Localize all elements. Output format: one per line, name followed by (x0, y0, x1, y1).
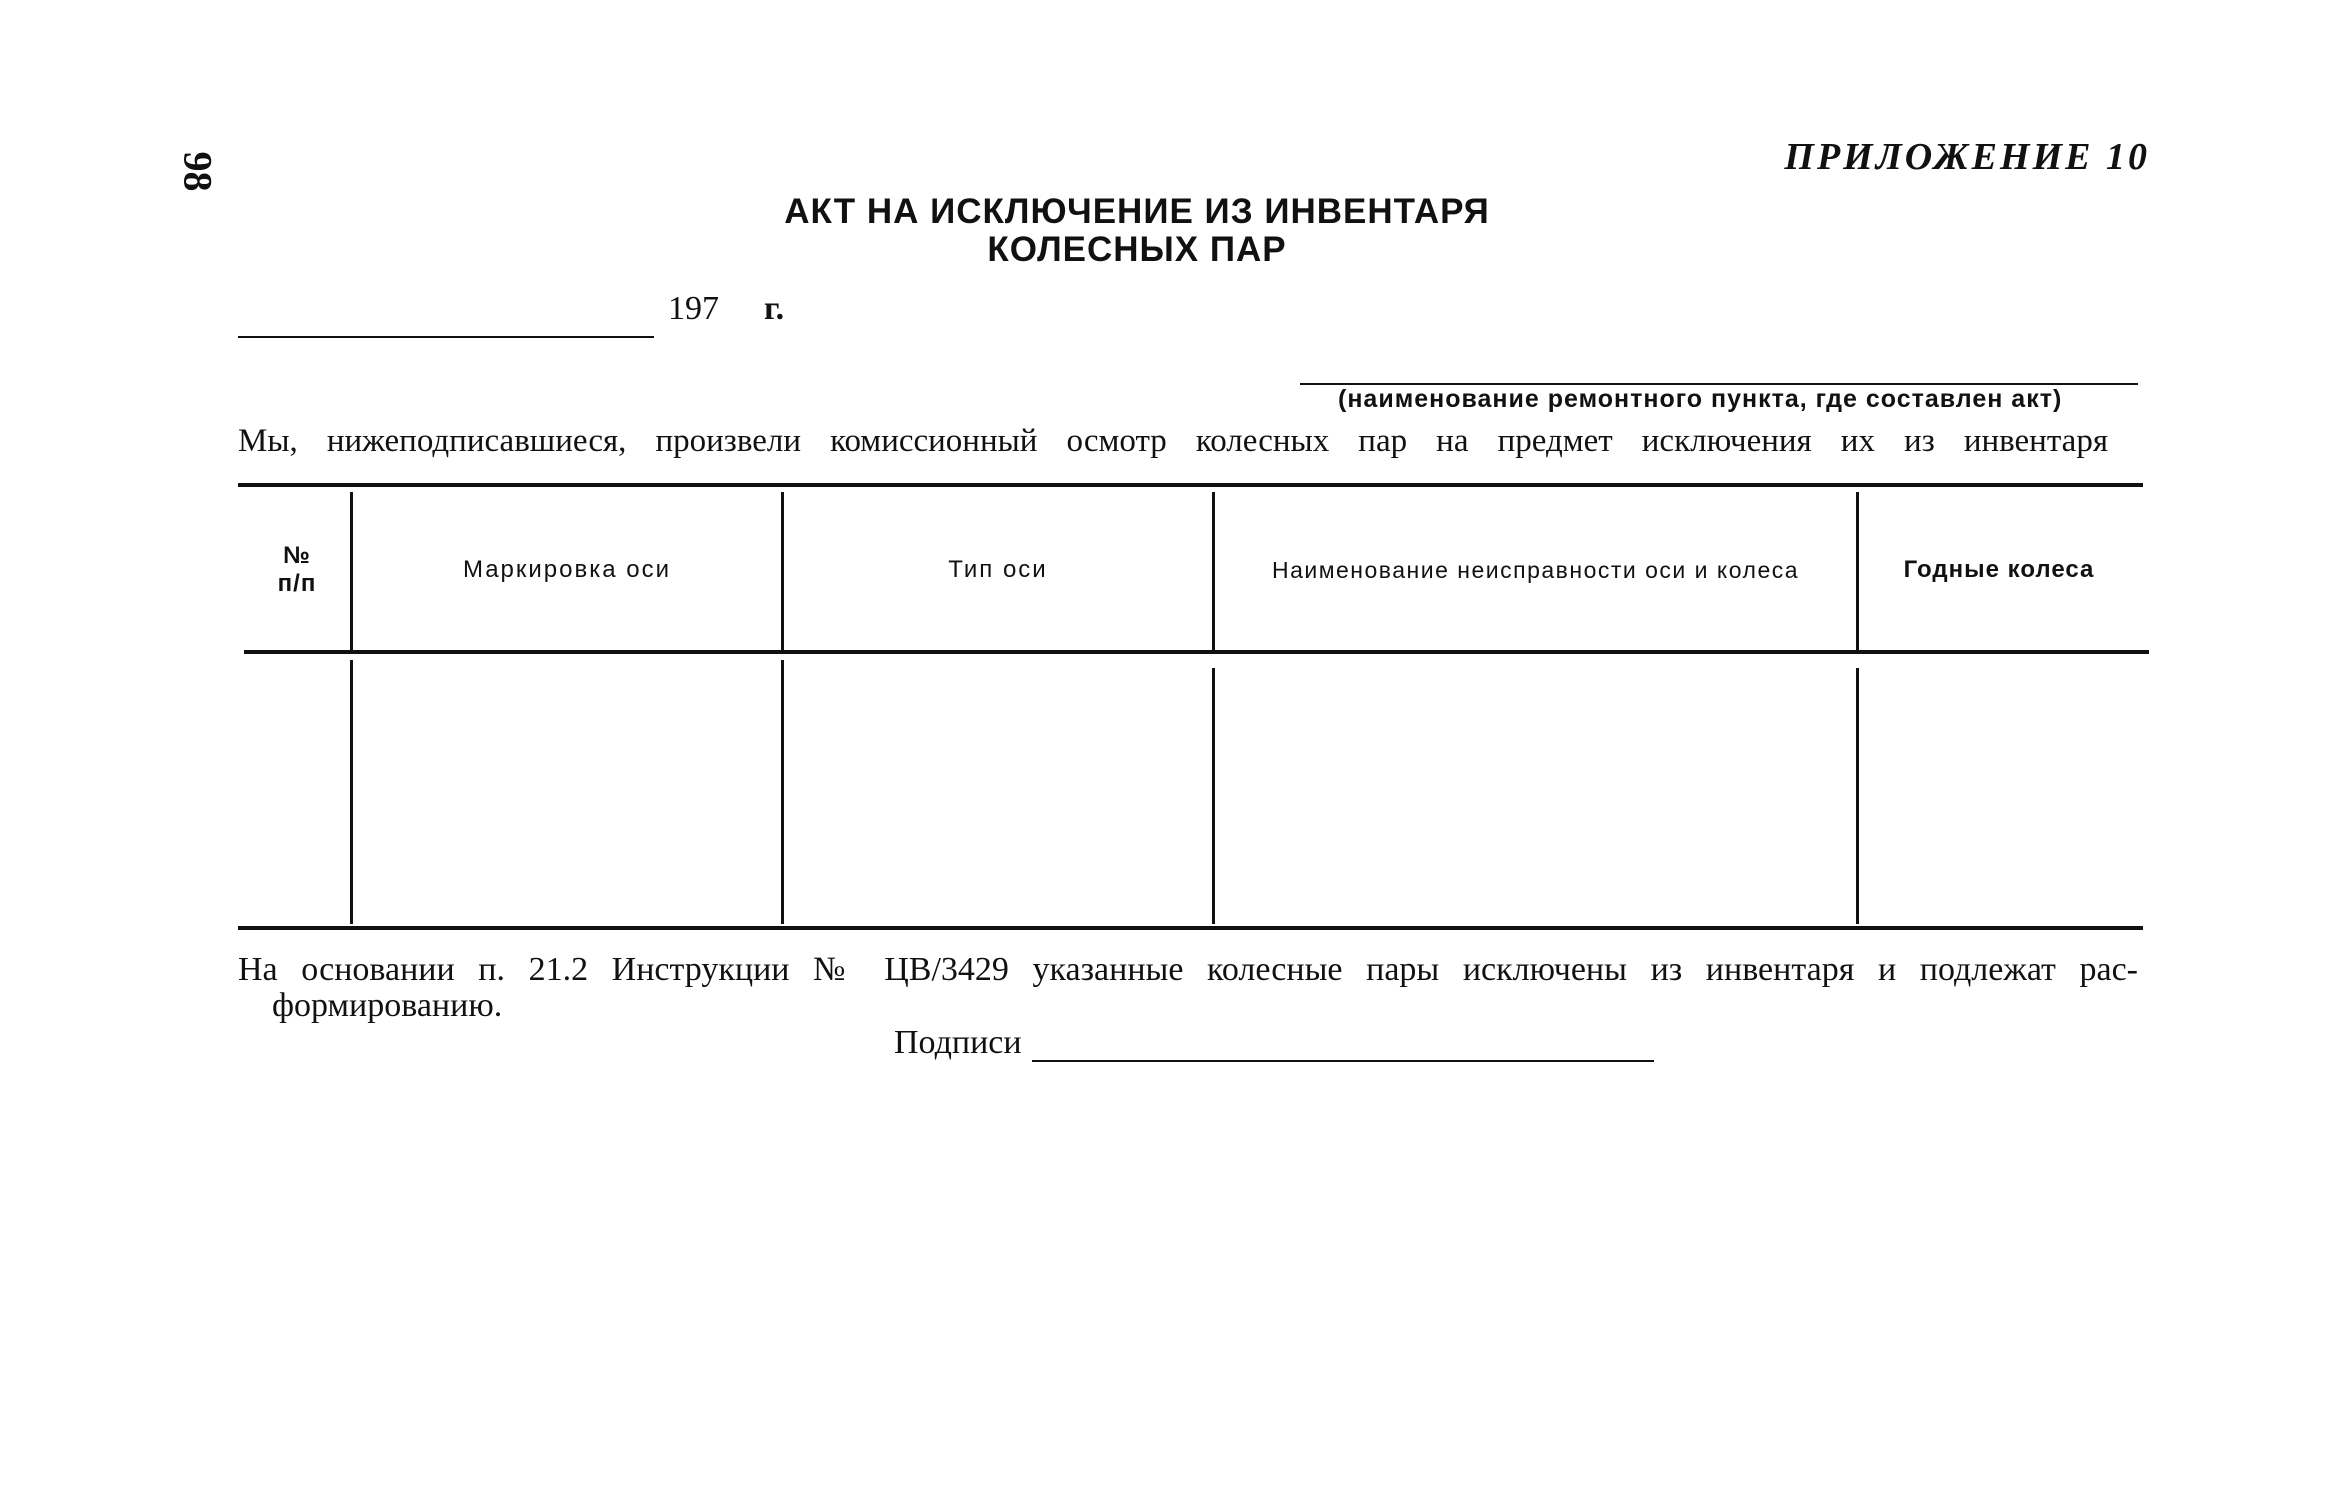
table-bottom-rule (238, 926, 2143, 930)
basis-statement-line2: формированию. (272, 987, 503, 1024)
table-top-rule (238, 483, 2143, 487)
date-year: 197 (668, 290, 719, 327)
page-number: 98 (175, 151, 221, 192)
table-header-rule (244, 650, 2149, 654)
signatures-blank-line[interactable] (1032, 1060, 1654, 1062)
table-cell-axle-type[interactable] (784, 660, 1212, 924)
header-number-abbrev: п/п (277, 570, 317, 597)
signatures-label: Подписи (894, 1024, 1022, 1061)
table-cell-axle-marking[interactable] (353, 660, 781, 924)
table-cell-defect-name[interactable] (1215, 668, 1856, 924)
appendix-label: ПРИЛОЖЕНИЕ 10 (1784, 136, 2150, 178)
header-defect-name: Наименование неисправности оси и колеса (1271, 556, 1800, 583)
document-title-line2: КОЛЕСНЫХ ПАР (987, 230, 1287, 269)
table-cell-usable-wheels[interactable] (1859, 668, 2139, 924)
header-usable-wheels: Годные колеса (1903, 556, 2095, 583)
intro-statement: Мы, нижеподписавшиеся, произвели комиссионный осмотр колесных пар на предмет исключения их из инвентаря (238, 423, 2108, 459)
date-blank-line[interactable] (238, 336, 654, 338)
table-cell-number[interactable] (244, 660, 350, 924)
header-axle-marking: Маркировка оси (462, 556, 672, 583)
basis-statement (238, 952, 2138, 1024)
date-year-unit: г. (764, 290, 785, 327)
repair-point-caption: (наименование ремонтного пункта, где составлен акт) (1338, 385, 2063, 413)
document-title-line1: АКТ НА ИСКЛЮЧЕНИЕ ИЗ ИНВЕНТАРЯ (784, 192, 1490, 231)
header-axle-type: Тип оси (948, 556, 1048, 583)
header-number-symbol: № (283, 542, 311, 569)
header-number (244, 490, 350, 650)
basis-statement-line1: На основании п. 21.2 Инструкции № ЦВ/3429 указанные колесные пары исключены из инвентаря и подлежат рас- (238, 951, 2138, 988)
